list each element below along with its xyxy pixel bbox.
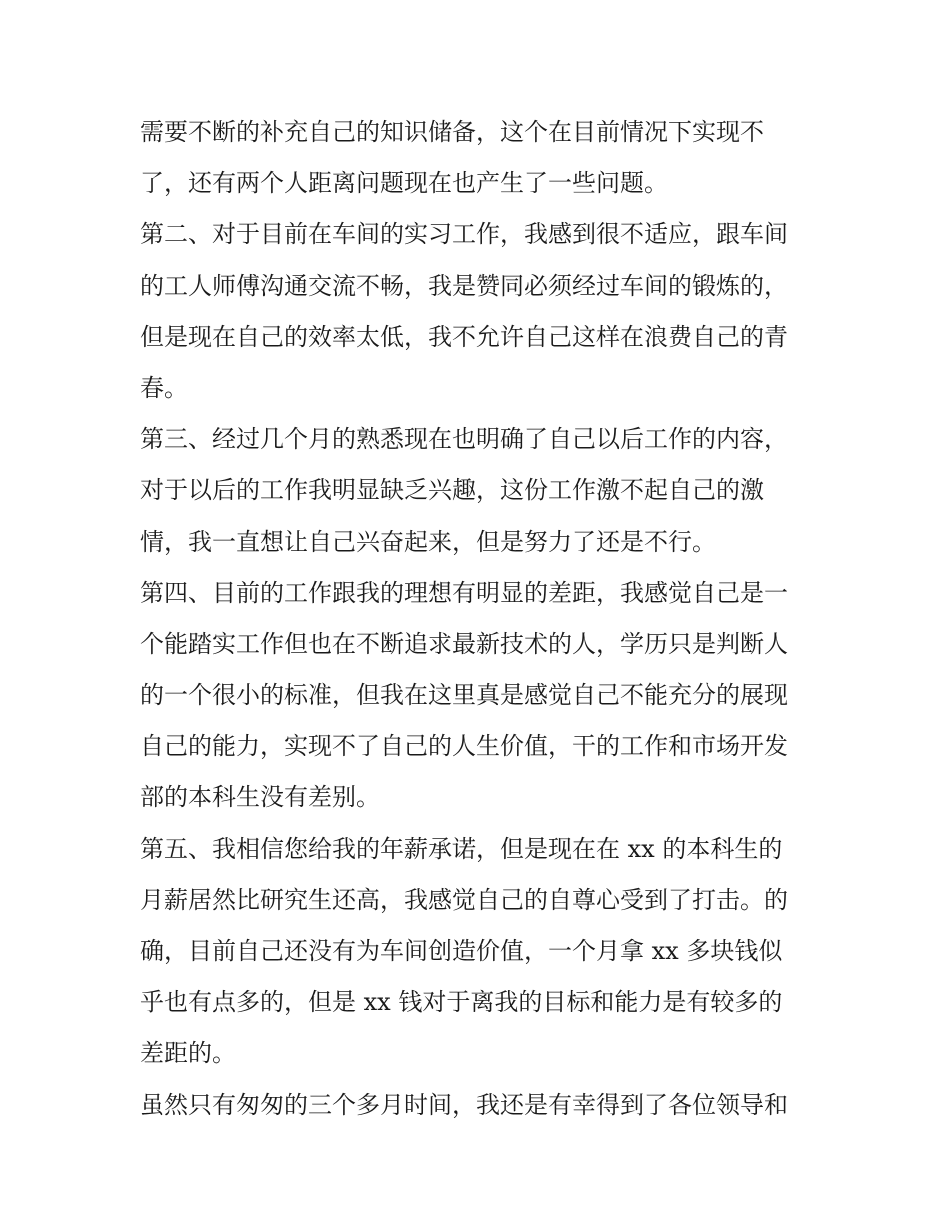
text-line-11: 个能踏实工作但也在不断追求最新技术的人，学历只是判断人 xyxy=(140,629,788,658)
text-line-13: 自己的能力，实现不了自己的人生价值，干的工作和市场开发 xyxy=(140,732,788,761)
text-line-14: 部的本科生没有差别。 xyxy=(140,783,380,812)
text-line-3: 第二、对于目前在车间的实习工作，我感到很不适应，跟车间 xyxy=(140,220,788,249)
text-line-4: 的工人师傅沟通交流不畅，我是赞同必须经过车间的锻炼的， xyxy=(140,271,788,300)
text-line-2: 了，还有两个人距离问题现在也产生了一些问题。 xyxy=(140,169,668,198)
text-line-20: 虽然只有匆匆的三个多月时间，我还是有幸得到了各位领导和 xyxy=(140,1090,788,1119)
text-line-1: 需要不断的补充自己的知识储备，这个在目前情况下实现不 xyxy=(140,118,764,146)
text-line-6: 春。 xyxy=(140,373,188,402)
text-line-16: 月薪居然比研究生还高，我感觉自己的自尊心受到了打击。的 xyxy=(140,885,788,914)
text-line-10: 第四、目前的工作跟我的理想有明显的差距，我感觉自己是一 xyxy=(140,578,788,607)
text-line-18: 乎也有点多的，但是 xx 钱对于离我的目标和能力是有较多的 xyxy=(140,988,783,1017)
text-line-7: 第三、经过几个月的熟悉现在也明确了自己以后工作的内容， xyxy=(140,425,788,454)
text-line-5: 但是现在自己的效率太低，我不允许自己这样在浪费自己的青 xyxy=(140,322,788,351)
document-body xyxy=(140,107,820,1131)
text-line-15: 第五、我相信您给我的年薪承诺，但是现在在 xx 的本科生的 xyxy=(140,834,783,863)
text-line-12: 的一个很小的标准，但我在这里真是感觉自己不能充分的展现 xyxy=(140,681,788,710)
text-line-17: 确，目前自己还没有为车间创造价值，一个月拿 xx 多块钱似 xyxy=(140,937,783,965)
text-line-19: 差距的。 xyxy=(140,1039,236,1068)
text-line-8: 对于以后的工作我明显缺乏兴趣，这份工作激不起自己的激 xyxy=(140,476,764,505)
text-line-9: 情，我一直想让自己兴奋起来，但是努力了还是不行。 xyxy=(140,527,716,556)
